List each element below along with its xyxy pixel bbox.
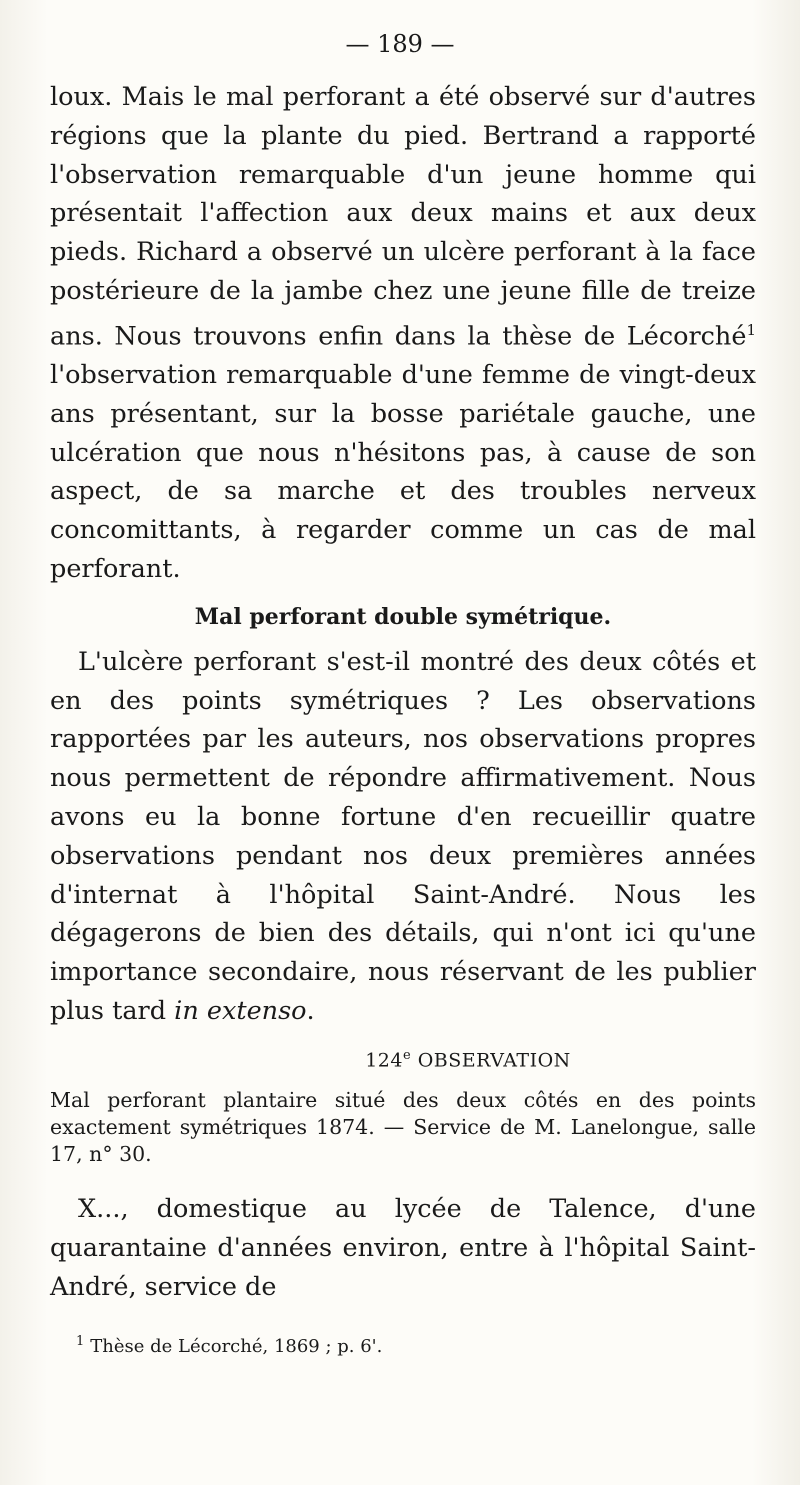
observation-number-sup: e [402, 1047, 412, 1063]
observation-label: OBSERVATION [417, 1049, 571, 1072]
paragraph-1 [50, 78, 756, 589]
paragraph-2 [50, 643, 756, 1031]
footnote [76, 1334, 382, 1357]
main-text [50, 78, 756, 1307]
footnote-text: Thèse de Lécorché, 1869 ; p. 6'. [90, 1336, 383, 1357]
paragraph-3: X..., domestique au lycée de Talence, d'une quarantaine d'années environ, entre à l'hôpital Saint-André, service de [50, 1194, 756, 1302]
paragraph-2-end: . [306, 996, 315, 1027]
footnote-mark: 1 [76, 1334, 85, 1349]
footnote-reference: 1 [746, 320, 756, 339]
page-number: — 189 — [345, 30, 455, 58]
paragraph-1-text: loux. Mais le mal perforant a été observé sur d'autres régions que la plante du pied. Bertrand a rapporté l'observation remarquable d'un jeune homme qui présentait l'affection aux deux mains et aux deux pieds. Richard a observé un ulcère perforant à la face postérieure de la jambe chez une jeune fille de treize ans. Nous trouvons enfin dans la thèse de Lécorché [50, 82, 756, 352]
paragraph-2-italic: in extenso [174, 996, 307, 1027]
observation-title: Mal perforant plantaire situé des deux côtés en des points exactement symétriques 1874. — Service de M. Lanelongue, salle 17, n° 30. [50, 1088, 756, 1167]
observation-number [180, 1043, 756, 1073]
section-heading: Mal perforant double symétrique. [194, 603, 612, 630]
observation-number-value: 124 [365, 1049, 403, 1072]
paragraph-1-end: l'observation remarquable d'une femme de vingt-deux ans présentant, sur la bosse pariétale gauche, une ulcération que nous n'hésitons pas, à cause de son aspect, de sa marche et des troubles nerveux concomittants, à regarder comme un cas de mal perforant. [50, 360, 756, 585]
paragraph-2-text: L'ulcère perforant s'est-il montré des deux côtés et en des points symétriques ? Les observations rapportées par les auteurs, nos observations propres nous permettent de répondre affirmativement. Nous avons eu la bonne fortune d'en recueillir quatre observations pendant nos deux premières années d'internat à l'hôpital Saint-André. Nous les dégagerons de bien des détails, qui n'ont ici qu'une importance secondaire, nous réservant de les publier plus tard [50, 646, 756, 1027]
